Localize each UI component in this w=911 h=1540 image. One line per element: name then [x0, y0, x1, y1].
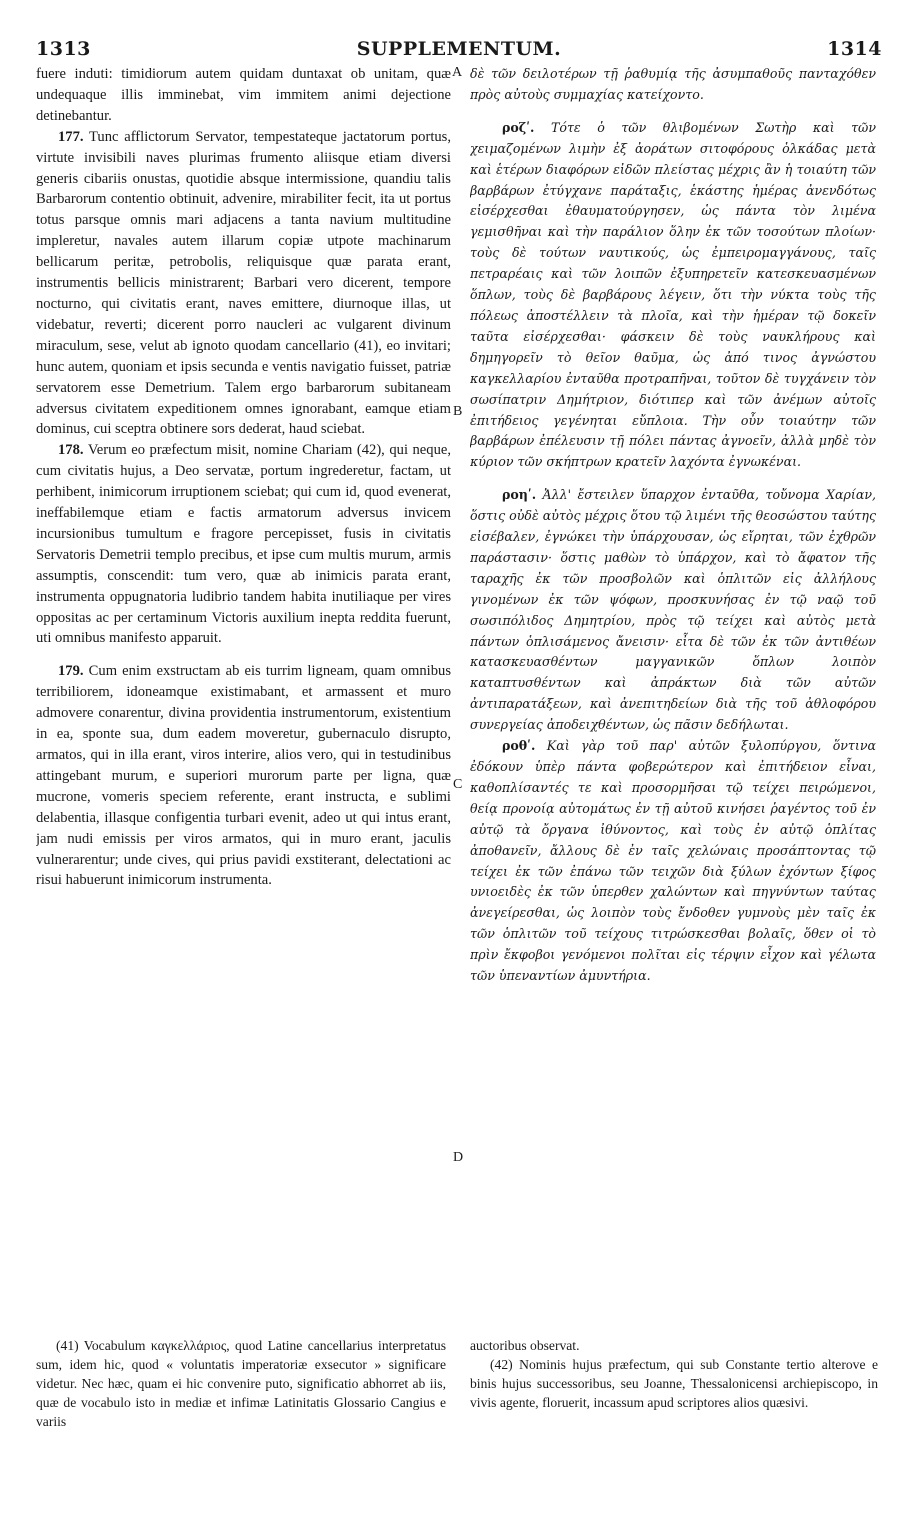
paragraph-text: Tunc afflictorum Servator, tempestateque jactatorum portus, virtute invisibili naves plurimas frumento aliisque etiam diversi generis cibariis onustas, quotidie absque intermissione, quandiu talis Barbarorum contentio obtinuit, advenire, mirabiliter fecit, ita ut portus totus parsque omnis mari adjacens a tanta navium multitudine impleretur, navales autem illarum copiæ utpote machinarum bellicarum peritæ, petrobolis, reliquisque quæ parata erant, instrumentis bellicis ministrarent; Barbari vero dicerent, tempore nocturno, qui civitatis erant, naves emittere, diurnoque illas, ut videbatur, reverti; dicerent porro naucleri ac vulgarent divinum miraculum, sese, velut ab ignoto quodam cancellario (41), eo invitari; hunc autem, quoniam et ipsis secunda e ventis navigatio fuisset, patriæ servatorem esse Demetrium. Talem ergo barbarorum subitaneam adversus civitatem expeditionem omnes ignorabant, eamque etiam dominus, cui sceptra obtinere sors dederat, haud sciebat. — [36, 128, 451, 438]
greek-continuation: δὲ τῶν δειλοτέρων τῇ ῥαθυμίᾳ τῆς ἀσυμπαθοῦς πανταχόθεν πρὸς αὐτοὺς συμμαχίας κατείχοντο. — [470, 66, 876, 102]
section-number: 177. — [58, 128, 84, 145]
margin-marker-b: B — [453, 404, 463, 419]
greek-paragraph-179 — [470, 736, 876, 987]
section-number: ροζʹ. — [502, 119, 535, 135]
paragraph-text: Verum eo præfectum misit, nomine Chariam (42), qui neque, cum civitatis hujus, a Deo servatæ, portum ingrederetur, factam, ut perhibent, inimicorum irruptionem sciebat; qui cum id, quod evenerat, ineffabilemque etiam e factis armatorum adversus invicem incursionibus tumultum e fragore percepisset, fusis in civitatis Servatoris Demetrii templo precibus, et ipse cum multis murum, armis assumptis, conscendit: tum vero, quæ ab inimicis parata erant, instrumenta oppugnatoria ludibrio tandem habita inutiliaque per vires oppositas ac per certaminum Victoris auxilium inepta reddita fuerunt, uti omnibus manifesto apparuit. — [36, 442, 451, 647]
paragraph-text: Καὶ γὰρ τοῦ παρ' αὐτῶν ξυλοπύργου, ὅντινα ἐδόκουν ὑπὲρ πάντα φοβερώτερον καὶ ἐπιτήδειον εἶναι, καθοπλίσαντές τε καὶ προσορμῆσαι τῷ τείχει πειρώμενοι, θείᾳ προνοίᾳ αὐτομάτως ἐν τῇ αὐτοῦ κινήσει ῥαγέντος τοῦ ἐν αὐτῷ τὰ ὄργανα ἰθύνοντος, καὶ τοὺς ἐν αὐτῷ ὁπλίτας ἀποθανεῖν, ἄλλους δὲ ἐν ταῖς χελώναις προσάπτοντας τῷ τείχει ἐκ τῶν ἐπάνω τῶν τειχῶν διὰ ξύλων ἐχόντων ξίφος υνιοειδὲς ἐκ τῶν ὑπερθεν χαλώντων καὶ πηγνύντων ταύτας ἀνεγείρεσθαι, ὡς λοιπὸν τοὺς ἔνδοθεν γυμνοὺς μὲν ταῖς ἐκ τῶν ὁπλιτῶν τοῦ τείχους τιτρώσκεσθαι βολαῖς, ὅθεν οἱ τὸ πρὶν ἔκφοβοι γενόμενοι πολῖται εἰς τέρψιν εἶχον καὶ γέλωτα τῶν ὑπεναντίων ἀμυντήρια. — [470, 738, 876, 984]
latin-column — [36, 64, 451, 1298]
left-page-number: 1313 — [36, 38, 91, 60]
section-number: ροηʹ. — [502, 487, 537, 503]
paragraph-text: Cum enim exstructam ab eis turrim ligneam, quam omnibus terribiliorem, idoneamque existimabant, et armassent et muro admovere conarentur, divina providentia instrumentorum, existentium in ea, sponte sua, dum eadem moveretur, gubernaculo disrupto, armatos, qui in illa erant, viros interire, alios vero, qui in testudinibus attingebant murum, e superiori murorum parte per ligna, quæ mucrone, vomeris speciem referente, erant instructa, e sublimi delabentia, illasque configentia turbari evenit, adeo ut qui intus erant, jam nudi emissis per viros armatos, qui in muro erant, jaculis vulnerarentur; unde cives, qui prius pavidi exstiterant, delectationi ac risui habuerunt inimicorum instrumenta. — [36, 663, 451, 889]
footnotes-right — [470, 1336, 878, 1516]
margin-marker-c: C — [453, 777, 463, 792]
footnote-41-continuation: auctoribus observat. — [470, 1338, 580, 1353]
margin-marker-a: A — [452, 65, 463, 80]
paragraph-text: Τότε ὁ τῶν θλιβομένων Σωτὴρ καὶ τῶν χειμαζομένων λιμὴν ἐξ ἀοράτων σιτοφόρους ὁλκάδας μετὰ καὶ ἑτέρων διαφόρων εἰδῶν πλείστας μέχρις ἂν ἡ τοιαύτη τῶν βαρβάρων ἐτύγχανε παράταξις, ἑκάστης ἡμέρας ἀνενδότως εἰσέρχεσθαι ἐθαυματούργησεν, ὡς πάντα τὸν λιμένα γεμισθῆναι καὶ τὴν παράλιον ὅλην ἐκ τῶν τοσούτων πλοίων· τοὺς δὲ τούτων ναυτικούς, ὡς ἐμπειρομαγγάνους, ταῖς πετραρέαις καὶ τῶν λοιπῶν ἐξυπηρετεῖν κατεσκευασμένων ὅπλων, τοὺς δὲ βαρβάρους λέγειν, ὅτι τὴν νύκτα τοὺς τῆς πόλεως ἀποστέλλειν τὰ πλοῖα, καὶ τὴν ἡμέραν τῷ δοκεῖν ταῦτα εἰσέρχεσθαι· φάσκειν δὲ τοὺς ναυκλήρους καὶ δημηγορεῖν τὸ θεῖον θαῦμα, ὡς ἀπό τινος ἀγνώστου καγκελλαρίου ἐνταῦθα προτραπῆναι, τοῦτον δὲ τυγχάνειν τὸν σωσίπατριν Δημήτριον, διότιπερ καὶ τῶν ἀνέμων αὐτοῖς ἐπιτήδειος γεγένηται εὔπλοια. Τὴν οὖν τοιαύτην τῶν βαρβάρων ἐπέλευσιν τῇ πόλει πάντας ἀγνοεῖν, ἀλλὰ μηδὲ τὸν κύριον τῶν σκήπτρων κρατεῖν λαχόντα ἐγνωκέναι. — [470, 119, 876, 470]
latin-paragraph-178 — [36, 440, 451, 649]
right-page-number: 1314 — [827, 38, 882, 60]
footnotes-left — [36, 1336, 446, 1516]
greek-paragraph-177 — [470, 118, 876, 473]
section-number: ροθʹ. — [502, 738, 536, 754]
running-title: SUPPLEMENTUM. — [356, 38, 562, 60]
footnote-41: (41) Vocabulum καγκελλάριος, quod Latine cancellarius interpretatus sum, idem hic, quod « voluntatis imperatoriæ exsecutor » significare videtur. Nec hæc, quam ei hic convenire puto, significatio abhorret ab iis, quæ de vocabulo isto in mediæ et infimæ Latinitatis Glossario Cangius e variis — [36, 1338, 446, 1429]
page-header — [36, 38, 882, 64]
footnote-42: (42) Nominis hujus præfectum, qui sub Constante tertio alterove e binis hujus successoribus, seu Joanne, Thessalonicensi archiepiscopo, in vivis agente, floruerit, incassum apud scriptores alios quæsivi. — [470, 1357, 878, 1410]
greek-column — [470, 64, 876, 1298]
greek-paragraph-178 — [470, 485, 876, 736]
margin-marker-d: D — [453, 1150, 464, 1165]
latin-continuation: fuere induti: timidiorum autem quidam duntaxat ob unitam, quæ undequaque illis imminebat, vim immitem animi dejectione detinebantur. — [36, 66, 451, 124]
latin-paragraph-177 — [36, 127, 451, 441]
latin-paragraph-179 — [36, 661, 451, 891]
section-number: 179. — [58, 663, 84, 680]
section-number: 178. — [58, 442, 84, 459]
paragraph-text: Ἀλλ' ἔστειλεν ὕπαρχον ἐνταῦθα, τοὔνομα Χαρίαν, ὅστις οὐδὲ αὐτὸς μέχρις ὅτου τῷ λιμένι τῆς θεοσώστου ταύτης εἰσέβαλεν, ἐγνώκει τὴν ὑπάρχουσαν, ὡς εἴρηται, τῶν ἐχθρῶν παράστασιν· ὅστις μαθὼν τὸ ὑπάρχον, καὶ τὸ ἄφατον τῆς ταραχῆς ἐκ τῶν προσβολῶν καὶ ὁπλιτῶν εἰς ἀλλήλους γινομένων ἐκ τῶν ψόφων, προσκυνήσας ἐν τῷ ναῷ τοῦ σωσιπόλιδος Δημητρίου, πρὸς τῷ τείχει καὶ αὐτὸς μετὰ πάντων ὁπλισάμενος ἄνεισιν· εἶτα δὲ τῶν ἐκ τῶν ἀντιθέων κατασκευασθέντων μαγγανικῶν ὅπλων λοιπὸν καταπτυσθέντων καὶ ἀπράκτων διὰ τῶν αὐτῶν ἀντιπαρατάξεων, καὶ ἀνεπιτηδείων διὰ τῆς τοῦ ἀθλοφόρου συνεργείας ἀποδειχθέντων, ὡς πᾶσιν δεδήλωται. — [470, 487, 876, 733]
